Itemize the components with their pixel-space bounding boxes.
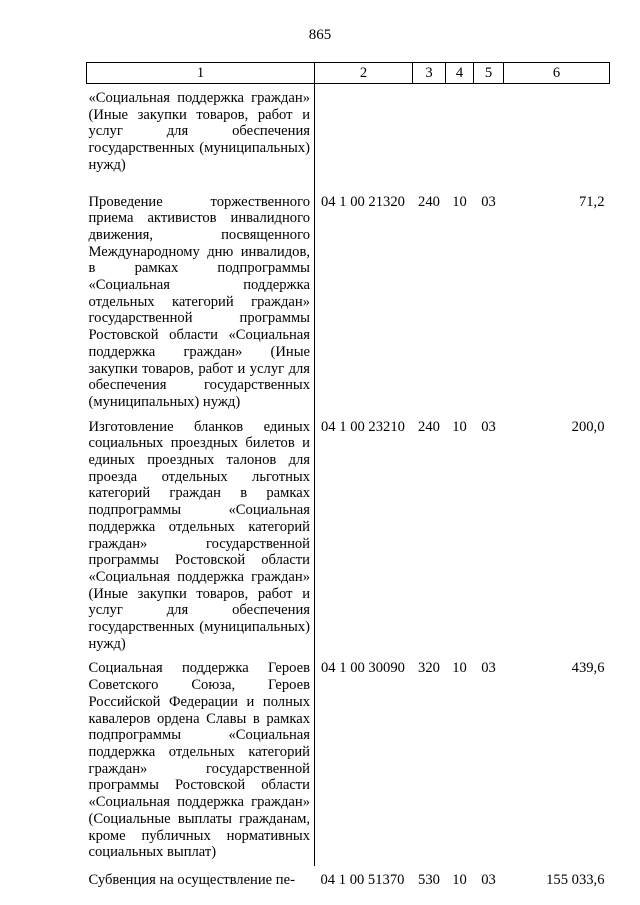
row-description: Изготовление бланков единых социальных проездных билетов и единых проездных талонов для проезда отдельных льготных категорий граждан в рамках подпрограммы «Социальная поддержка отдельных категорий граждан» государственной программы Ростовской области «Социальная поддержка граждан» (Иные закупки товаров, работ и услуг для обеспечения государственных (муниципальных) нужд): [87, 413, 315, 655]
row-description: Субвенция на осуществление пе-: [88, 872, 295, 889]
row-pr: 03: [481, 660, 496, 677]
table-row: [87, 84, 610, 188]
row-vr: 240: [418, 418, 440, 435]
col-header-6: 6: [504, 63, 610, 84]
table-row: [87, 188, 610, 413]
row-pr: 03: [481, 193, 496, 210]
row-rz: 10: [452, 193, 467, 210]
row-rz: 10: [452, 418, 467, 435]
budget-table: [86, 62, 610, 891]
row-vr: 320: [418, 660, 440, 677]
row-rz: 10: [452, 872, 467, 889]
row-vr: [413, 84, 446, 188]
col-header-5: 5: [474, 63, 504, 84]
col-header-4: 4: [446, 63, 474, 84]
row-pr: [474, 84, 504, 188]
row-vr: 530: [418, 872, 440, 889]
row-sum: 71,2: [578, 193, 605, 210]
page-number: 865: [308, 27, 332, 43]
row-description: Социальная поддержка Героев Советского Союза, Героев Российской Федерации и полных кавалеров ордена Славы в рамках подпрограммы «Социальная поддержка отдельных категорий граждан» государственной программы Ростовской области «Социальная поддержка граждан» (Социальные выплаты гражданам, кроме публичных нормативных социальных выплат): [87, 654, 315, 866]
col-header-3: 3: [413, 63, 446, 84]
row-vr: 240: [418, 193, 440, 210]
row-description: «Социальная поддержка граждан» (Иные закупки товаров, работ и услуг для обеспечения государственных (муниципальных) нужд): [87, 84, 315, 188]
row-sum: 439,6: [571, 660, 605, 677]
row-pr: 03: [481, 418, 496, 435]
col-header-1: 1: [87, 63, 315, 84]
row-code: 04 1 00 30090: [321, 660, 405, 677]
row-sum: 155 033,6: [546, 872, 605, 889]
row-code: 04 1 00 21320: [321, 193, 405, 210]
row-code: 04 1 00 23210: [321, 418, 405, 435]
row-code: 04 1 00 51370: [320, 872, 405, 889]
table-row: [87, 654, 610, 866]
row-code: [315, 84, 413, 188]
table-row: [87, 866, 610, 891]
row-sum: [504, 84, 610, 188]
row-rz: 10: [452, 660, 467, 677]
col-header-2: 2: [315, 63, 413, 84]
header-row: [87, 63, 610, 84]
row-rz: [446, 84, 474, 188]
row-pr: 03: [481, 872, 496, 889]
row-description: Проведение торжественного приема активистов инвалидного движения, посвященного Международному дню инвалидов, в рамках подпрограммы «Социальная поддержка отдельных категорий граждан» государственной программы Ростовской области «Социальная поддержка граждан» (Иные закупки товаров, работ и услуг для обеспечения государственных (муниципальных) нужд): [87, 188, 315, 413]
table-row: [87, 413, 610, 655]
row-sum: 200,0: [571, 418, 605, 435]
